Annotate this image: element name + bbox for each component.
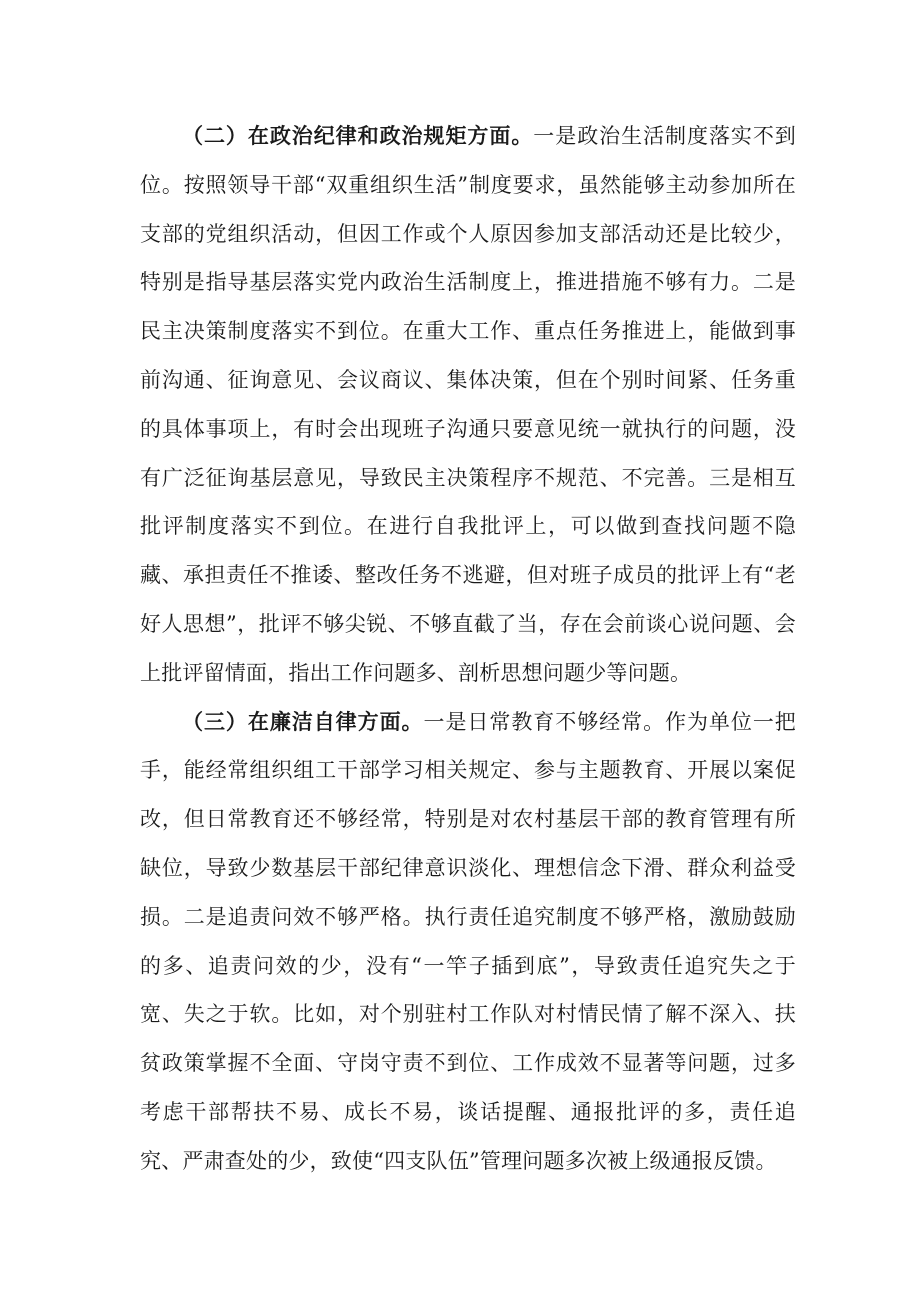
paragraph-integrity-self-discipline (140, 698, 796, 1186)
paragraph-heading: （二）在政治纪律和政治规矩方面。 (182, 123, 534, 148)
paragraph-heading: （三）在廉洁自律方面。 (182, 708, 424, 734)
paragraph-text: 一是日常教育不够经常。作为单位一把手，能经常组织组工干部学习相关规定、参与主题教育、开展以案促改，但日常教育还不够经常，特别是对农村基层干部的教育管理有所缺位，导致少数基层干部纪律意识淡化、理想信念下滑、群众利益受损。二是追责问效不够严格。执行责任追究制度不够严格，激励鼓励的多、追责问效的少，没有“一竿子插到底”，导致责任追究失之于宽、失之于软。比如，对个别驻村工作队对村情民情了解不深入、扶贫政策掌握不全面、守岗守责不到位、工作成效不显著等问题，过多考虑干部帮扶不易、成长不易，谈话提醒、通报批评的多，责任追究、严肃查处的少，致使“四支队伍”管理问题多次被上级通报反馈。 (140, 709, 796, 1173)
paragraph-political-discipline (140, 112, 796, 698)
document-body (140, 112, 796, 1186)
paragraph-text: 一是政治生活制度落实不到位。按照领导干部“双重组织生活”制度要求，虽然能够主动参加所在支部的党组织活动，但因工作或个人原因参加支部活动还是比较少，特别是指导基层落实党内政治生活制度上，推进措施不够有力。二是民主决策制度落实不到位。在重大工作、重点任务推进上，能做到事前沟通、征询意见、会议商议、集体决策，但在个别时间紧、任务重的具体事项上，有时会出现班子沟通只要意见统一就执行的问题，没有广泛征询基层意见，导致民主决策程序不规范、不完善。三是相互批评制度落实不到位。在进行自我批评上，可以做到查找问题不隐藏、承担责任不推诿、整改任务不逃避，但对班子成员的批评上有“老好人思想”，批评不够尖锐、不够直截了当，存在会前谈心说问题、会上批评留情面，指出工作问题多、剖析思想问题少等问题。 (140, 124, 797, 685)
